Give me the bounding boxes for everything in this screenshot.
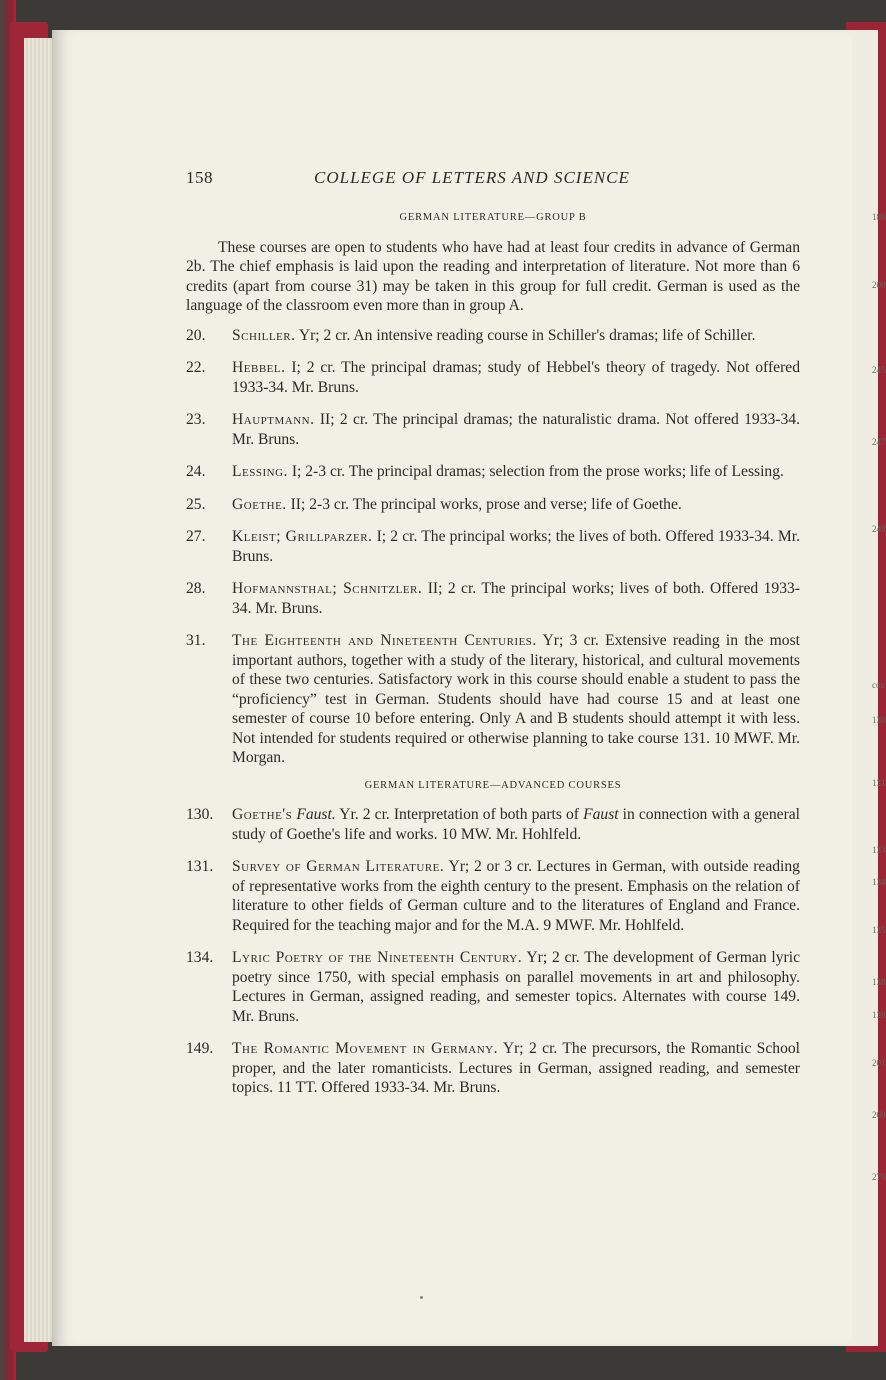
edge-mark: 201 xyxy=(872,1058,886,1068)
edge-mark: 131 xyxy=(872,778,886,788)
course-number: 27. xyxy=(186,528,206,545)
section-intro: These courses are open to students who have had at least four credits in advance of German 2b. The chief emphasis is laid upon the reading and interpretation of literature. Not more than 6 credits (apart from course 31) may be taken in this group for full credit. German is used as the language of the classroom even more than in group A. xyxy=(186,238,800,314)
course-entry xyxy=(186,579,800,618)
page-stack xyxy=(24,38,54,1342)
course-details: I; 2-3 cr. The principal dramas; selection from the prose works; life of Lessing. xyxy=(287,463,784,480)
edge-mark: 270 xyxy=(872,1172,886,1182)
course-title: Lessing. xyxy=(232,463,288,480)
edge-mark: 139 xyxy=(872,1010,886,1020)
course-details: II; 2 cr. The principal dramas; the naturalistic drama. Not offered 1933-34. Mr. Bruns. xyxy=(232,411,800,448)
course-number: 134. xyxy=(186,949,214,966)
course-title: Kleist; Grillparzer. xyxy=(232,528,373,545)
course-entry xyxy=(186,857,800,935)
course-entry xyxy=(186,495,800,515)
edge-mark: 247 xyxy=(872,437,886,447)
course-details: Yr; 2 or 3 cr. Lectures in German, with outside reading of representative works from the eighth century to the present. Emphasis on the relation of literature to other fields of German culture and to the literatures of England and France. Required for the teaching major and for the M.A. 9 MWF. Mr. Hohlfeld. xyxy=(232,858,800,934)
course-number: 20. xyxy=(186,326,206,344)
course-title: Schiller. xyxy=(232,326,296,344)
course-details: II; 2 cr. The principal works; lives of both. Offered 1933-34. Mr. Bruns. xyxy=(232,580,800,617)
course-number: 31. xyxy=(186,632,206,649)
course-number: 23. xyxy=(186,411,206,428)
course-number: 24. xyxy=(186,463,206,480)
course-title: Hauptmann. xyxy=(232,411,315,428)
course-title: The Eighteenth and Nineteenth Centuries. xyxy=(232,632,537,649)
course-entry xyxy=(186,326,800,346)
course-entry xyxy=(186,358,800,397)
next-page-bleed-text xyxy=(872,0,886,1380)
running-head: COLLEGE OF LETTERS AND SCIENCE xyxy=(314,168,630,187)
course-details: I; 2 cr. The principal works; the lives of both. Offered 1933-34. Mr. Bruns. xyxy=(232,528,800,565)
course-title: Goethe's xyxy=(232,806,293,823)
course-entry xyxy=(186,948,800,1026)
edge-mark: 134 xyxy=(872,877,886,887)
edge-mark: 245 xyxy=(872,365,886,375)
edge-mark: cou xyxy=(872,680,885,690)
section-heading-group-b: GERMAN LITERATURE—GROUP B xyxy=(399,212,587,223)
course-details: I; 2 cr. The principal dramas; study of Hebbel's theory of tragedy. Not offered 1933-34. Mr. Bruns. xyxy=(232,359,800,396)
page-number: 158 xyxy=(186,168,213,187)
course-details: Yr; 2 cr. The precursors, the Romantic School proper, and the later romanticists. Lectures in German, assigned reading, and semester topics. 11 TT. Offered 1933-34. Mr. Bruns. xyxy=(232,1040,801,1096)
page-speck xyxy=(420,1296,423,1299)
page-content xyxy=(186,162,800,1111)
edge-mark: 133 xyxy=(872,845,886,855)
course-number: 28. xyxy=(186,580,206,597)
course-details: Yr; 2 cr. The development of German lyric poetry since 1750, with special emphasis on parallel movements in art and philosophy. Lectures in German, assigned reading, and semester topics. Alternates with course 149. Mr. Bruns. xyxy=(232,949,800,1025)
edge-mark: 269 xyxy=(872,1110,886,1120)
page-header xyxy=(186,162,800,196)
course-entry xyxy=(186,631,800,768)
edge-mark: 200 xyxy=(872,280,886,290)
course-title: Lyric Poetry of the Nineteenth Century. xyxy=(232,949,523,966)
edge-mark: 135 xyxy=(872,925,886,935)
course-title: Hebbel. xyxy=(232,359,286,376)
course-number: 25. xyxy=(186,495,206,513)
course-number: 131. xyxy=(186,858,214,875)
course-details-rest: in connection with a general study of Goethe's life and works. 10 MW. Mr. Hohlfeld. xyxy=(232,806,801,843)
course-number: 130. xyxy=(186,806,214,823)
course-entry xyxy=(186,527,800,566)
course-title-italic: Faust. xyxy=(296,806,336,823)
course-details: Yr; 3 cr. Extensive reading in the most important authors, together with a study of the literary, historical, and cultural movements of these two centuries. Satisfactory work in this course should enable a student to pass the “proficiency” test in German. Students should have had course 15 and at least one semester of course 10 before entering. Only A and B students should attempt it with less. Not intended for students required or otherwise planning to take course 131. 10 MWF. Mr. Morgan. xyxy=(232,632,800,766)
course-details-italic: Faust xyxy=(583,806,619,823)
course-number: 149. xyxy=(186,1040,214,1057)
course-entry xyxy=(186,1039,800,1098)
section-heading-advanced: GERMAN LITERATURE—ADVANCED COURSES xyxy=(364,779,622,791)
course-title: The Romantic Movement in Germany. xyxy=(232,1040,499,1057)
course-title: Goethe. xyxy=(232,495,287,513)
edge-mark: 138 xyxy=(872,977,886,987)
course-details: Yr; 2 cr. An intensive reading course in Schiller's dramas; life of Schiller. xyxy=(295,326,756,344)
course-number: 22. xyxy=(186,359,206,376)
edge-mark: 130 xyxy=(872,715,886,725)
course-details: II; 2-3 cr. The principal works, prose and verse; life of Goethe. xyxy=(286,495,682,513)
edge-mark: 180 xyxy=(872,212,886,222)
course-entry xyxy=(186,805,800,844)
course-details: Yr. 2 cr. Interpretation of both parts of xyxy=(335,806,584,823)
course-entry xyxy=(186,410,800,449)
edge-mark: 249 xyxy=(872,524,886,534)
course-title: Survey of German Literature. xyxy=(232,858,445,875)
course-title: Hofmannsthal; Schnitzler. xyxy=(232,580,423,597)
course-entry xyxy=(186,462,800,482)
